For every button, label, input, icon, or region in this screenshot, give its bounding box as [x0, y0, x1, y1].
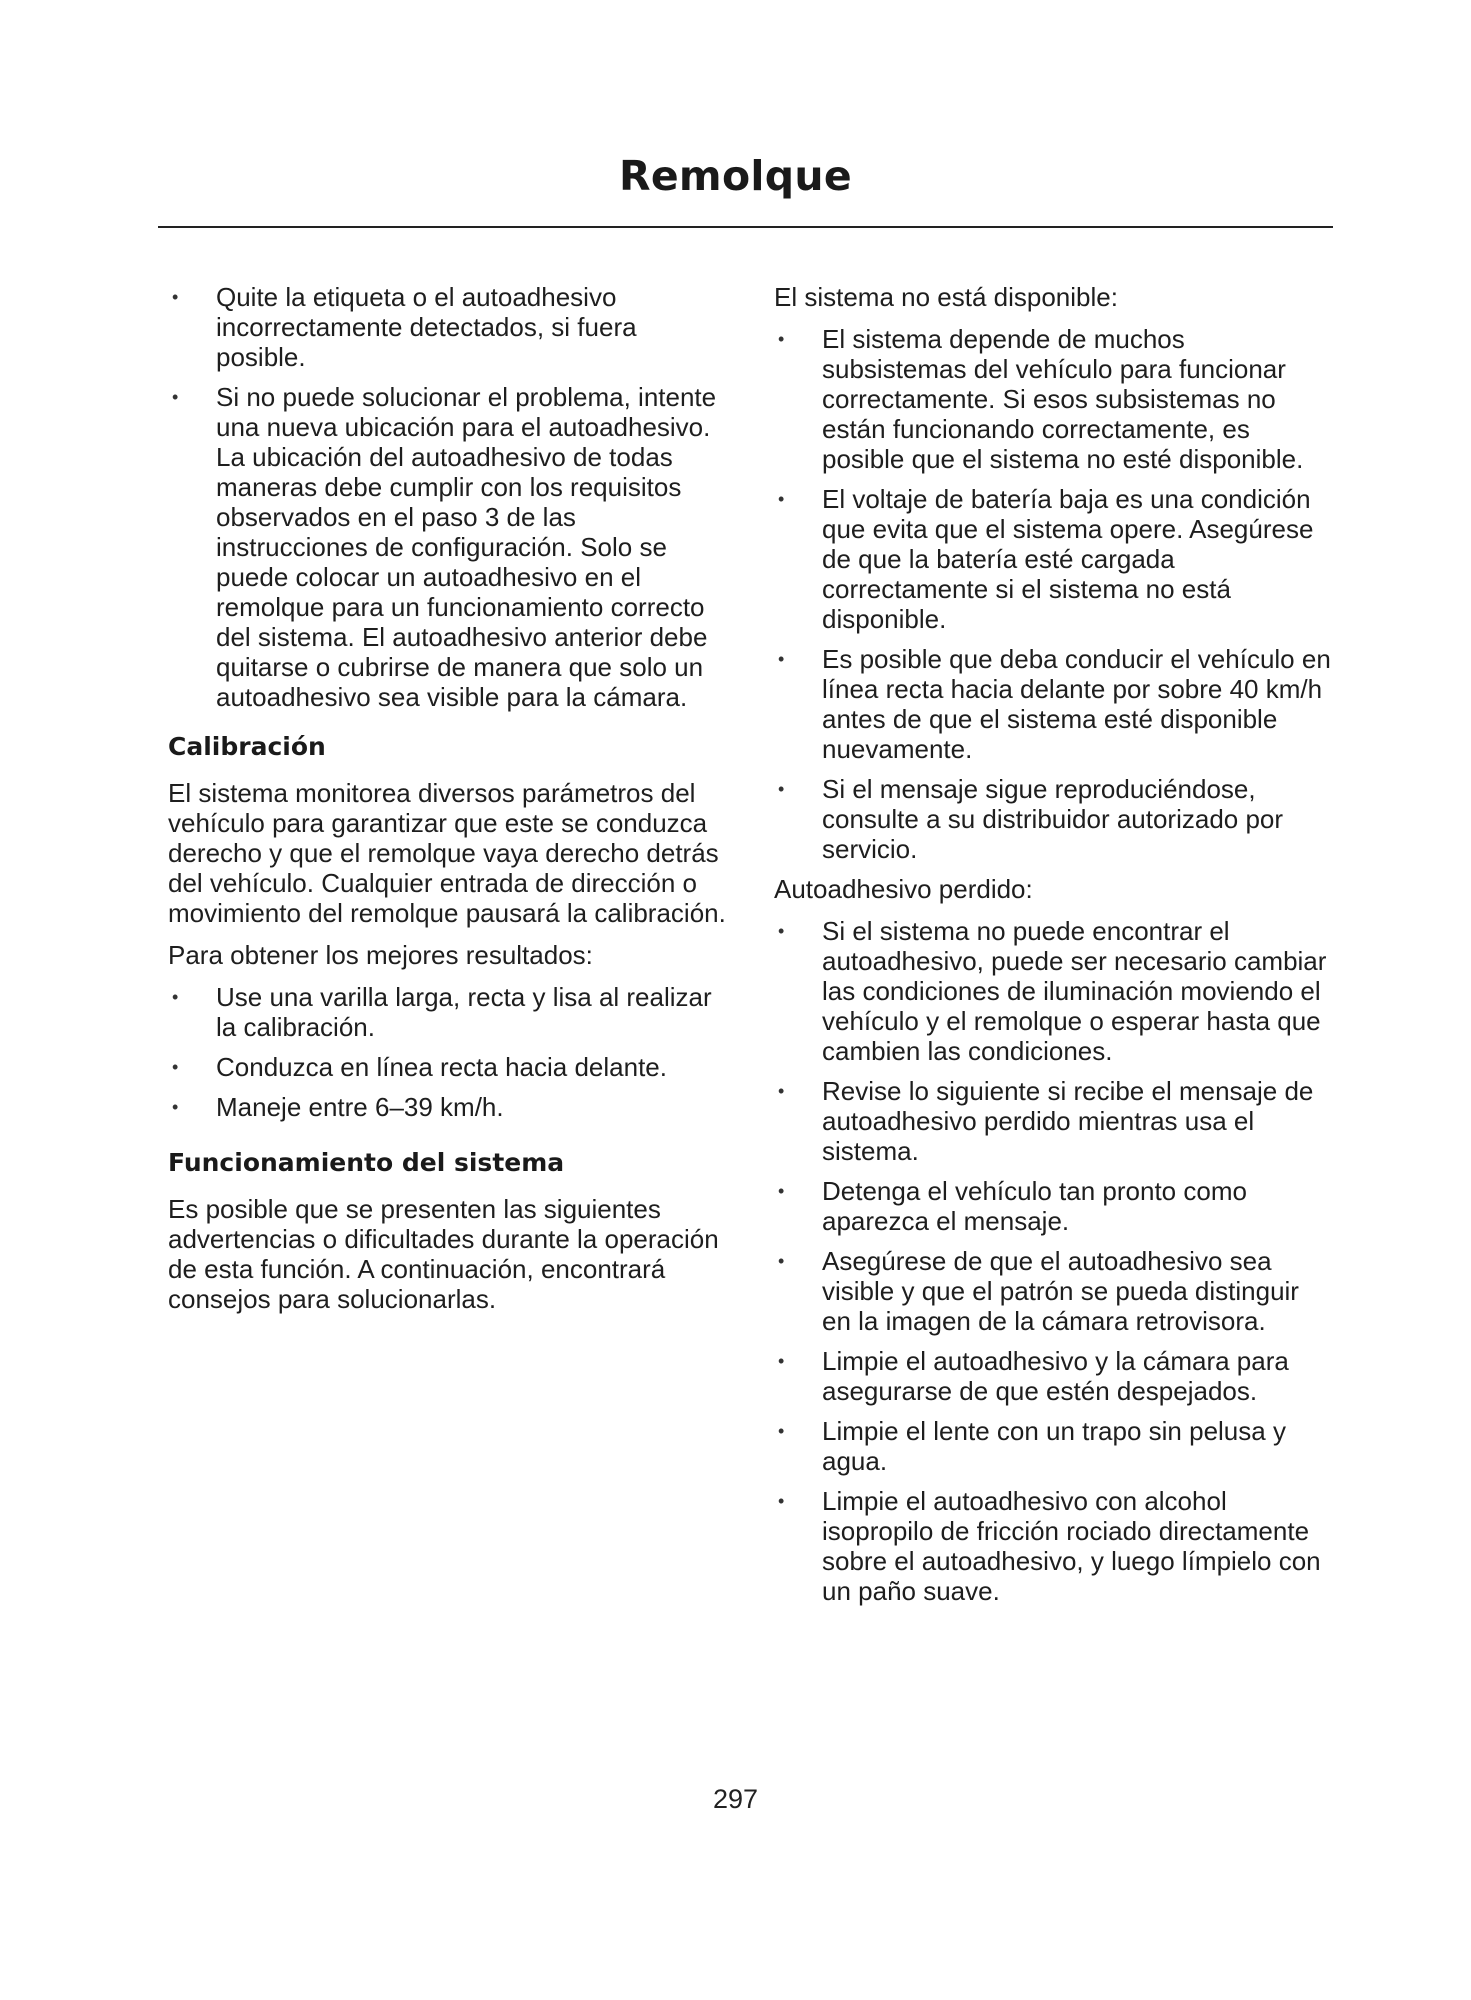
not-available-label: El sistema no está disponible: [774, 282, 1118, 312]
page-title: Remolque [618, 152, 853, 200]
list-item: • Si el mensaje sigue reproduciéndose, consulte a su distribuidor autorizado por servicio. [774, 774, 1334, 864]
right-column [774, 282, 1334, 1616]
list-item: • El voltaje de batería baja es una condición que evita que el sistema opere. Asegúrese de que la batería esté cargada correctamente si el sistema no está disponible. [774, 484, 1334, 634]
left-column [168, 282, 728, 1326]
list-item: • Limpie el lente con un trapo sin pelusa y agua. [774, 1416, 1334, 1476]
not-available-bullet-list [774, 324, 1334, 864]
best-results-label: Para obtener los mejores resultados: [168, 940, 593, 970]
list-item: • Limpie el autoadhesivo y la cámara para asegurarse de que estén despejados. [774, 1346, 1334, 1406]
calibration-paragraph: El sistema monitorea diversos parámetros del vehículo para garantizar que este se conduzca derecho y que el remolque vaya derecho detrás del vehículo. Cualquier entrada de dirección o movimiento del remolque pausará la calibración. [168, 778, 726, 928]
list-item: • Detenga el vehículo tan pronto como aparezca el mensaje. [774, 1176, 1334, 1236]
list-item: • Quite la etiqueta o el autoadhesivo incorrectamente detectados, si fuera posible. [168, 282, 728, 372]
list-item: • Si el sistema no puede encontrar el autoadhesivo, puede ser necesario cambiar las condiciones de iluminación moviendo el vehículo y el remolque o esperar hasta que cambien las condiciones. [774, 916, 1334, 1066]
lost-sticker-label: Autoadhesivo perdido: [774, 874, 1033, 904]
list-item: • Limpie el autoadhesivo con alcohol isopropilo de fricción rociado directamente sobre el autoadhesivo, y luego límpielo con un paño suave. [774, 1486, 1334, 1606]
list-item: • Es posible que deba conducir el vehículo en línea recta hacia delante por sobre 40 km/h antes de que el sistema esté disponible nuevamente. [774, 644, 1334, 764]
intro-bullet-list [168, 282, 728, 712]
list-item: • Si no puede solucionar el problema, intente una nueva ubicación para el autoadhesivo. La ubicación del autoadhesivo de todas maneras debe cumplir con los requisitos observados en el paso 3 de las instrucciones de configuración. Solo se puede colocar un autoadhesivo en el remolque para un funcionamiento correcto del sistema. El autoadhesivo anterior debe quitarse o cubrirse de manera que solo un autoadhesivo sea visible para la cámara. [168, 382, 728, 712]
list-item: • Use una varilla larga, recta y lisa al realizar la calibración. [168, 982, 728, 1042]
system-operation-paragraph: Es posible que se presenten las siguientes advertencias o dificultades durante la operación de esta función. A continuación, encontrará consejos para solucionarlas. [168, 1194, 719, 1314]
list-item: • El sistema depende de muchos subsistemas del vehículo para funcionar correctamente. Si esos subsistemas no están funcionando correctamente, es posible que el sistema no esté disponible. [774, 324, 1334, 474]
list-item: • Conduzca en línea recta hacia delante. [168, 1052, 728, 1082]
header-rule [158, 226, 1333, 228]
calibration-bullet-list [168, 982, 728, 1122]
lost-sticker-bullet-list [774, 916, 1334, 1606]
system-operation-heading: Funcionamiento del sistema [168, 1148, 565, 1177]
list-item: • Revise lo siguiente si recibe el mensaje de autoadhesivo perdido mientras usa el sistema. [774, 1076, 1334, 1166]
list-item: • Asegúrese de que el autoadhesivo sea visible y que el patrón se pueda distinguir en la imagen de la cámara retrovisora. [774, 1246, 1334, 1336]
page-number: 297 [712, 1784, 759, 1814]
calibration-heading: Calibración [168, 732, 326, 761]
list-item: • Maneje entre 6–39 km/h. [168, 1092, 728, 1122]
